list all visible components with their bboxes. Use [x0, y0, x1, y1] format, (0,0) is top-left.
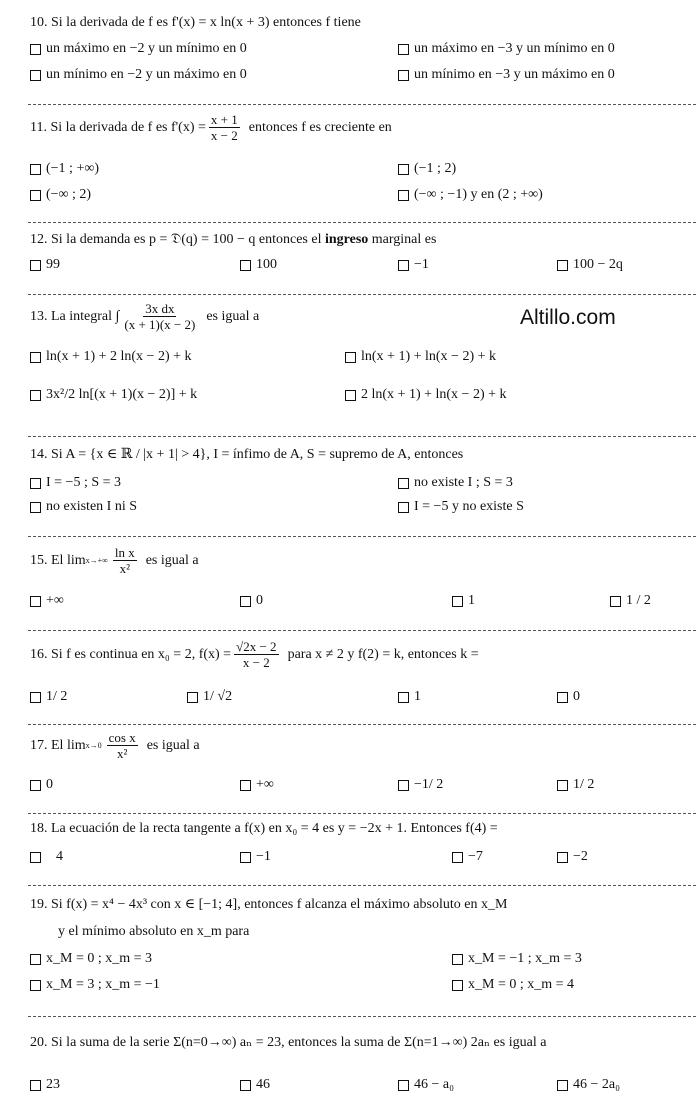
q14-option-a[interactable]: I = −5 ; S = 3: [30, 476, 121, 490]
q17-option-a[interactable]: 0: [30, 778, 53, 792]
checkbox-icon[interactable]: [187, 692, 198, 703]
question-19-stem: 19. Si f(x) = x⁴ − 4x³ con x ∈ [−1; 4], entonces f alcanza el máximo absoluto en x_M: [30, 897, 508, 912]
checkbox-icon[interactable]: [30, 692, 41, 703]
checkbox-icon[interactable]: [398, 190, 409, 201]
q19-option-b[interactable]: x_M = −1 ; x_m = 3: [452, 952, 582, 966]
q15-option-a[interactable]: +∞: [30, 594, 64, 608]
separator: [28, 1016, 696, 1017]
separator: [28, 813, 696, 814]
checkbox-icon[interactable]: [557, 692, 568, 703]
fraction: $\frac{\text{3x dx}}{(x + 1)(x - 2)}$: [124, 301, 196, 332]
checkbox-icon[interactable]: [30, 502, 41, 513]
question-19-stem-line2: y el mínimo absoluto en x_m para: [58, 924, 250, 939]
checkbox-icon[interactable]: [30, 390, 41, 401]
q10-option-a[interactable]: un máximo en −2 y un mínimo en 0: [30, 42, 247, 56]
separator: [28, 536, 696, 537]
fraction: $\frac{x + 1}{x - 2}$: [210, 112, 238, 143]
q20-option-d[interactable]: 46 − 2a₀: [557, 1078, 620, 1092]
separator: [28, 885, 696, 886]
fraction: $\frac{\text{ln x}}{\text{x²}}$: [114, 545, 135, 576]
separator: [28, 630, 696, 631]
q16-option-a[interactable]: 1/ 2: [30, 690, 67, 704]
q20-option-c[interactable]: 46 − a₀: [398, 1078, 454, 1092]
checkbox-icon[interactable]: [398, 780, 409, 791]
checkbox-icon[interactable]: [30, 260, 41, 271]
checkbox-icon[interactable]: [398, 502, 409, 513]
checkbox-icon[interactable]: [30, 596, 41, 607]
checkbox-icon[interactable]: [452, 980, 463, 991]
checkbox-icon[interactable]: [30, 70, 41, 81]
q20-option-a[interactable]: 23: [30, 1078, 60, 1092]
question-11-stem: 11. Si la derivada de f es f'(x) = $\frac{x + 1}{x - 2}$ entonces f es creciente en: [30, 112, 392, 143]
checkbox-icon[interactable]: [398, 260, 409, 271]
q10-option-c[interactable]: un mínimo en −2 y un máximo en 0: [30, 68, 247, 82]
question-13-stem: 13. La integral ∫ $\frac{\text{3x dx}}{(x + 1)(x - 2)}$ es igual a: [30, 301, 260, 332]
checkbox-icon[interactable]: [398, 164, 409, 175]
checkbox-icon[interactable]: [30, 954, 41, 965]
separator: [28, 104, 696, 105]
q18-option-d[interactable]: −2: [557, 850, 588, 864]
q12-option-a[interactable]: 99: [30, 258, 60, 272]
question-14-stem: 14. Si A = {x ∈ ℝ / |x + 1| > 4}, I = ínfimo de A, S = supremo de A, entonces: [30, 447, 464, 462]
q14-option-c[interactable]: no existen I ni S: [30, 500, 137, 514]
question-16-stem: 16. Si f es continua en x₀ = 2, f(x) = $\frac{√2x - 2}{x - 2}$ para x ≠ 2 y f(2) = k, entonces k =: [30, 639, 479, 670]
q11-option-d[interactable]: (−∞ ; −1) y en (2 ; +∞): [398, 188, 543, 202]
checkbox-icon[interactable]: [398, 44, 409, 55]
checkbox-icon[interactable]: [30, 780, 41, 791]
question-18-stem: 18. La ecuación de la recta tangente a f(x) en x₀ = 4 es y = −2x + 1. Entonces f(4) =: [30, 821, 498, 836]
q15-option-d[interactable]: 1 / 2: [610, 594, 651, 608]
checkbox-icon[interactable]: [240, 780, 251, 791]
checkbox-icon[interactable]: [30, 352, 41, 363]
question-12-stem: 12. Si la demanda es p = 𝔇(q) = 100 − q entonces el ingreso marginal es: [30, 232, 437, 247]
q10-option-d[interactable]: un mínimo en −3 y un máximo en 0: [398, 68, 615, 82]
checkbox-icon[interactable]: [345, 352, 356, 363]
q17-option-d[interactable]: 1/ 2: [557, 778, 594, 792]
q14-option-d[interactable]: I = −5 y no existe S: [398, 500, 524, 514]
q15-option-c[interactable]: 1: [452, 594, 475, 608]
checkbox-icon[interactable]: [30, 1080, 41, 1091]
checkbox-icon[interactable]: [30, 478, 41, 489]
checkbox-icon[interactable]: [30, 980, 41, 991]
q13-option-c[interactable]: 3x²/2 ln[(x + 1)(x − 2)] + k: [30, 388, 197, 402]
q18-option-c[interactable]: −7: [452, 850, 483, 864]
checkbox-icon[interactable]: [398, 478, 409, 489]
q16-option-c[interactable]: 1: [398, 690, 421, 704]
q12-option-d[interactable]: 100 − 2q: [557, 258, 623, 272]
checkbox-icon[interactable]: [398, 1080, 409, 1091]
q12-option-b[interactable]: 100: [240, 258, 277, 272]
checkbox-icon[interactable]: [452, 596, 463, 607]
question-20-stem: 20. Si la suma de la serie Σ(n=0→∞) aₙ = 23, entonces la suma de Σ(n=1→∞) 2aₙ es igual a: [30, 1035, 547, 1050]
q19-option-d[interactable]: x_M = 0 ; x_m = 4: [452, 978, 574, 992]
checkbox-icon[interactable]: [398, 70, 409, 81]
q12-option-c[interactable]: −1: [398, 258, 429, 272]
q20-option-b[interactable]: 46: [240, 1078, 270, 1092]
checkbox-icon[interactable]: [557, 260, 568, 271]
q13-option-b[interactable]: ln(x + 1) + ln(x − 2) + k: [345, 350, 496, 364]
watermark: Altillo.com: [520, 306, 616, 329]
checkbox-icon[interactable]: [30, 44, 41, 55]
checkbox-icon[interactable]: [240, 852, 251, 863]
q18-option-a[interactable]: 4: [30, 850, 63, 864]
q10-option-b[interactable]: un máximo en −3 y un mínimo en 0: [398, 42, 615, 56]
q11-option-b[interactable]: (−1 ; 2): [398, 162, 456, 176]
q14-option-b[interactable]: no existe I ; S = 3: [398, 476, 513, 490]
checkbox-icon[interactable]: [30, 852, 41, 863]
checkbox-icon[interactable]: [557, 780, 568, 791]
checkbox-icon[interactable]: [345, 390, 356, 401]
checkbox-icon[interactable]: [557, 852, 568, 863]
q19-option-c[interactable]: x_M = 3 ; x_m = −1: [30, 978, 160, 992]
separator: [28, 724, 696, 725]
checkbox-icon[interactable]: [610, 596, 621, 607]
q18-option-b[interactable]: −1: [240, 850, 271, 864]
q11-option-c[interactable]: (−∞ ; 2): [30, 188, 91, 202]
checkbox-icon[interactable]: [452, 954, 463, 965]
separator: [28, 294, 696, 295]
q19-option-a[interactable]: x_M = 0 ; x_m = 3: [30, 952, 152, 966]
separator: [28, 436, 696, 437]
q11-option-a[interactable]: (−1 ; +∞): [30, 162, 99, 176]
q17-option-c[interactable]: −1/ 2: [398, 778, 443, 792]
separator: [28, 222, 696, 223]
question-17-stem: 17. El lim x→0 $\frac{\text{cos x}}{\text{x²}}$ es igual a: [30, 730, 200, 761]
q17-option-b[interactable]: +∞: [240, 778, 274, 792]
fraction: $\frac{√2x - 2}{x - 2}$: [236, 639, 277, 670]
checkbox-icon[interactable]: [30, 190, 41, 201]
q16-option-b[interactable]: 1/ √2: [187, 690, 232, 704]
q13-option-d[interactable]: 2 ln(x + 1) + ln(x − 2) + k: [345, 388, 507, 402]
fraction: $\frac{\text{cos x}}{\text{x²}}$: [108, 730, 136, 761]
q16-option-d[interactable]: 0: [557, 690, 580, 704]
checkbox-icon[interactable]: [557, 1080, 568, 1091]
checkbox-icon[interactable]: [398, 692, 409, 703]
checkbox-icon[interactable]: [240, 596, 251, 607]
question-15-stem: 15. El lim x→+∞ $\frac{\text{ln x}}{\text{x²}}$ es igual a: [30, 545, 199, 576]
question-10-stem: 10. Si la derivada de f es f'(x) = x ln(x + 3) entonces f tiene: [30, 15, 361, 30]
checkbox-icon[interactable]: [240, 260, 251, 271]
q15-option-b[interactable]: 0: [240, 594, 263, 608]
checkbox-icon[interactable]: [240, 1080, 251, 1091]
checkbox-icon[interactable]: [30, 164, 41, 175]
checkbox-icon[interactable]: [452, 852, 463, 863]
q13-option-a[interactable]: ln(x + 1) + 2 ln(x − 2) + k: [30, 350, 192, 364]
